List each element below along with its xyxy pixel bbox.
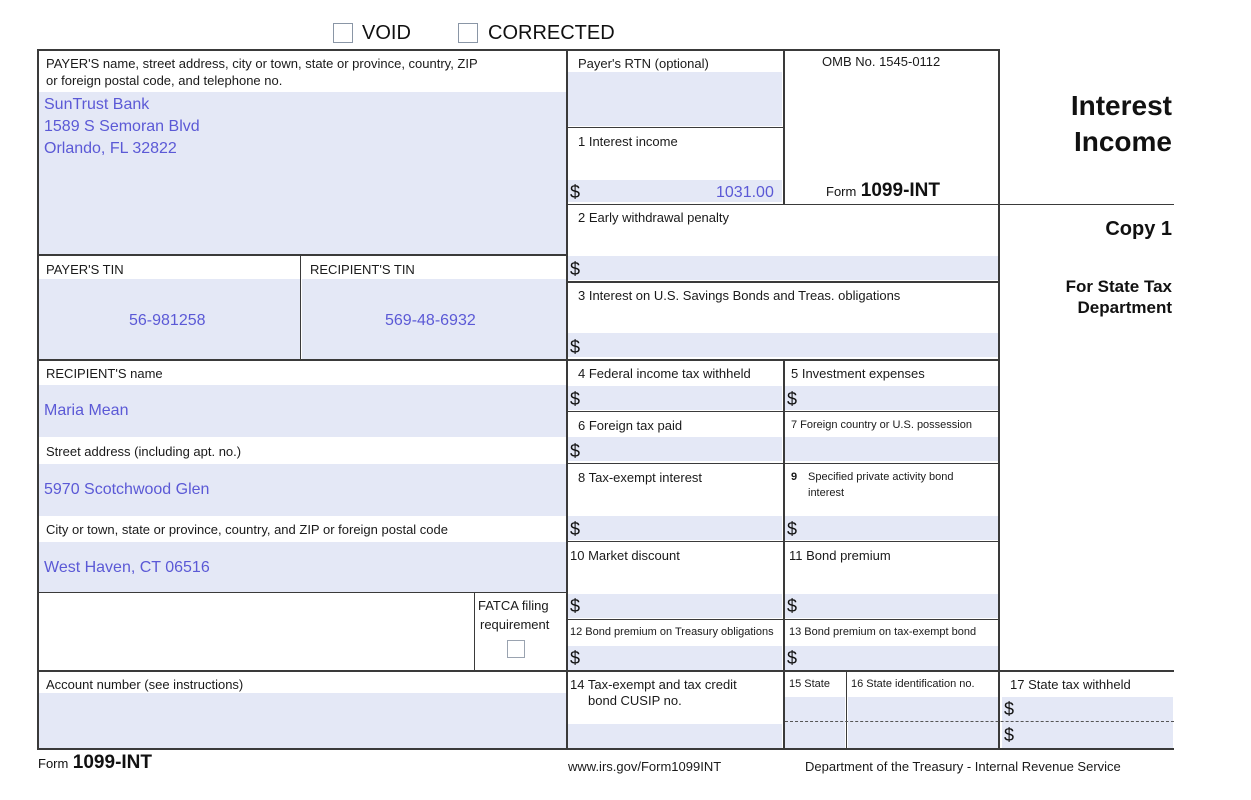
void-label: VOID [362, 22, 411, 44]
box4-dollar: $ [570, 389, 581, 409]
divider [566, 281, 1000, 283]
box2-field[interactable] [568, 256, 998, 280]
box14-label-line2: bond CUSIP no. [588, 693, 682, 708]
box9-label-line1: Specified private activity bond [808, 471, 954, 483]
divider [783, 359, 785, 750]
box9-label-num: 9 [791, 471, 798, 483]
form-name-top [826, 180, 940, 202]
corrected-label: CORRECTED [488, 22, 615, 44]
box4-field[interactable] [568, 386, 782, 410]
copy-destination-line1: For State Tax [1065, 277, 1172, 296]
box12-field[interactable] [568, 646, 782, 670]
box1-label: 1 Interest income [578, 134, 678, 149]
recipient-tin-value: 569-48-6932 [385, 312, 476, 329]
form-number: 1099-INT [860, 180, 940, 201]
corrected-checkbox[interactable] [458, 23, 478, 43]
box5-label: 5 Investment expenses [791, 366, 925, 381]
recipient-street: 5970 Scotchwood Glen [44, 481, 210, 498]
box1-dollar: $ [570, 182, 581, 202]
payer-tin-value: 56-981258 [129, 312, 206, 329]
box14-field[interactable] [568, 724, 782, 748]
divider [998, 359, 1000, 671]
box2-dollar: $ [570, 259, 581, 279]
divider [998, 670, 1000, 750]
footer-url[interactable]: www.irs.gov/Form1099INT [568, 759, 722, 774]
form-bottom-border [38, 748, 1174, 750]
footer-department: Department of the Treasury - Internal Revenue Service [805, 759, 1121, 774]
divider [38, 592, 566, 593]
recipient-city: West Haven, CT 06516 [44, 559, 210, 576]
form-prefix: Form [826, 184, 857, 199]
box8-label: 8 Tax-exempt interest [578, 470, 703, 485]
box13-dollar: $ [787, 648, 798, 668]
box17-field[interactable] [1002, 697, 1173, 748]
box14-label-line1: 14 Tax-exempt and tax credit [570, 677, 737, 692]
payer-name: SunTrust Bank [44, 96, 150, 113]
divider [566, 127, 784, 128]
box16-field[interactable] [848, 697, 998, 748]
box3-field[interactable] [568, 333, 998, 357]
box6-field[interactable] [568, 437, 782, 461]
void-checkbox[interactable] [333, 23, 353, 43]
form-left-border [37, 49, 39, 750]
box9-label-line2: interest [808, 487, 845, 499]
box5-field[interactable] [785, 386, 998, 410]
copy-destination-line2: Department [1077, 298, 1172, 317]
omb-number: OMB No. 1545-0112 [822, 54, 941, 69]
box17-dollar-2: $ [1004, 725, 1015, 745]
box9-dollar: $ [787, 519, 798, 539]
box6-label: 6 Foreign tax paid [578, 418, 683, 433]
box12-label: 12 Bond premium on Treasury obligations [570, 626, 774, 638]
footer-form-prefix: Form [38, 756, 69, 771]
fatca-label-line1: FATCA filing [478, 598, 549, 613]
box17-dollar-1: $ [1004, 699, 1015, 719]
dashed-divider [785, 721, 1174, 722]
payer-street: 1589 S Semoran Blvd [44, 118, 200, 135]
divider [38, 670, 1174, 672]
divider [566, 49, 568, 750]
box5-dollar: $ [787, 389, 798, 409]
footer-form-name [38, 752, 152, 774]
box4-label: 4 Federal income tax withheld [578, 366, 751, 381]
box15-label: 15 State [789, 678, 830, 690]
box12-dollar: $ [570, 648, 581, 668]
payer-label-line2: or foreign postal code, and telephone no. [46, 73, 283, 88]
recipient-street-label: Street address (including apt. no.) [46, 444, 242, 459]
divider [38, 254, 566, 256]
recipient-name: Maria Mean [44, 402, 129, 419]
divider [300, 254, 301, 360]
account-number-label: Account number (see instructions) [46, 677, 244, 692]
box11-dollar: $ [787, 596, 798, 616]
box15-field[interactable] [785, 697, 845, 748]
copy-label: Copy 1 [1105, 218, 1172, 240]
fatca-label-line2: requirement [480, 617, 550, 632]
box10-dollar: $ [570, 596, 581, 616]
divider [783, 49, 785, 205]
payer-rtn-field[interactable] [568, 72, 782, 126]
payer-label-line1: PAYER'S name, street address, city or town, state or province, country, ZIP [46, 56, 478, 71]
fatca-checkbox[interactable] [507, 640, 525, 658]
box8-dollar: $ [570, 519, 581, 539]
divider [846, 670, 847, 750]
divider [474, 592, 475, 671]
payer-tin-label: PAYER'S TIN [46, 262, 124, 277]
box2-label: 2 Early withdrawal penalty [578, 210, 730, 225]
box10-field[interactable] [568, 594, 782, 618]
form-title-line1: Interest [1070, 90, 1172, 121]
recipient-name-label: RECIPIENT'S name [46, 366, 163, 381]
divider [38, 359, 566, 361]
box1-value: 1031.00 [716, 184, 774, 201]
box3-dollar: $ [570, 337, 581, 357]
box17-label: 17 State tax withheld [1010, 677, 1131, 692]
form-top-border [38, 49, 1000, 51]
box11-field[interactable] [785, 594, 998, 618]
footer-form-number: 1099-INT [72, 752, 152, 773]
payer-rtn-label: Payer's RTN (optional) [578, 56, 709, 71]
divider [566, 204, 1174, 205]
box11-label: 11 Bond premium [789, 548, 891, 563]
box7-field[interactable] [785, 437, 998, 461]
payer-info-field[interactable] [38, 92, 566, 254]
box8-field[interactable] [568, 516, 782, 540]
box9-field[interactable] [785, 516, 998, 540]
recipient-tin-label: RECIPIENT'S TIN [310, 262, 415, 277]
form-title-line2: Income [1073, 126, 1172, 157]
box7-label: 7 Foreign country or U.S. possession [791, 419, 972, 431]
box6-dollar: $ [570, 441, 581, 461]
divider [998, 49, 1000, 360]
box3-label: 3 Interest on U.S. Savings Bonds and Treas. obligations [578, 288, 901, 303]
box13-field[interactable] [785, 646, 998, 670]
box10-label: 10 Market discount [570, 548, 680, 563]
recipient-city-label: City or town, state or province, country, and ZIP or foreign postal code [46, 522, 448, 537]
box13-label: 13 Bond premium on tax-exempt bond [789, 626, 977, 638]
account-number-field[interactable] [38, 693, 566, 748]
payer-city: Orlando, FL 32822 [44, 140, 177, 157]
box16-label: 16 State identification no. [851, 678, 975, 690]
